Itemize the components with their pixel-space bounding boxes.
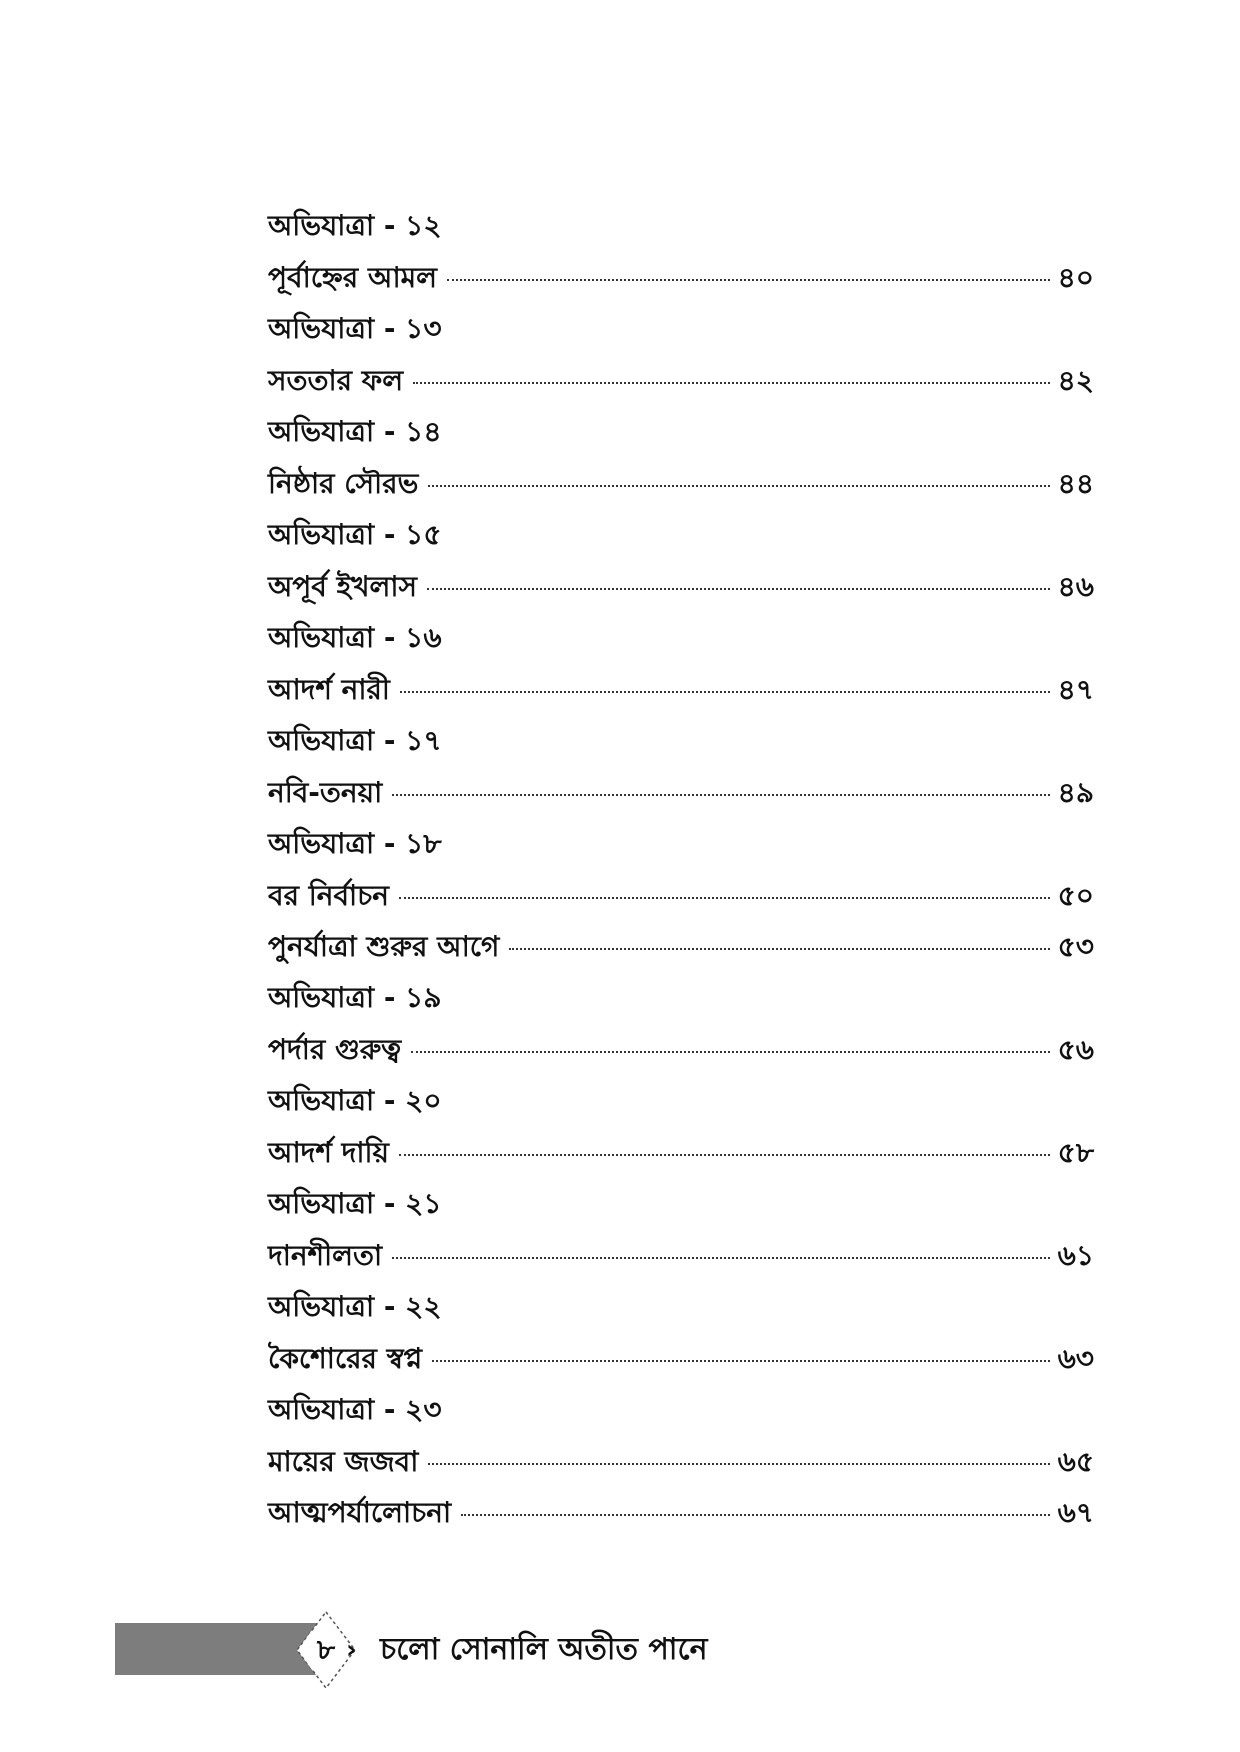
toc-section — [268, 1075, 1094, 1178]
toc-dot-leader — [428, 1463, 1050, 1465]
toc-section-heading: অভিযাত্রা - ১২ — [268, 209, 442, 242]
toc-entry[interactable] — [268, 1436, 1094, 1487]
toc-entry-page-number: ৪৭ — [1057, 673, 1094, 706]
toc-entry-title: পর্দার গুরুত্ব — [268, 1033, 402, 1066]
toc-dot-leader — [461, 1514, 1050, 1516]
toc-entry[interactable] — [268, 870, 1094, 921]
toc-section — [268, 715, 1094, 818]
toc-entry-page-number: ৬৫ — [1057, 1445, 1094, 1478]
toc-entry-title: কৈশোরের স্বপ্ন — [268, 1342, 423, 1375]
toc-entry-page-number: ৬৩ — [1057, 1342, 1094, 1375]
toc-entry-title: নিষ্ঠার সৌরভ — [268, 467, 419, 500]
footer-chevron-right-icon: › — [346, 1635, 357, 1665]
toc-section — [268, 1281, 1094, 1384]
toc-dot-leader — [411, 1051, 1050, 1053]
toc-section-heading: অভিযাত্রা - ১৬ — [268, 621, 442, 654]
toc-entry-title: দানশীলতা — [268, 1239, 383, 1272]
toc-section-heading: অভিযাত্রা - ১৪ — [268, 415, 442, 448]
toc-section — [268, 1178, 1094, 1281]
toc-section — [268, 818, 1094, 972]
footer-grey-band — [115, 1623, 325, 1675]
toc-dot-leader — [432, 1360, 1050, 1362]
toc-entry-title: পুনর্যাত্রা শুরুর আগে — [268, 930, 500, 963]
toc-section-heading: অভিযাত্রা - ২৩ — [268, 1393, 442, 1426]
toc-section-heading: অভিযাত্রা - ১৭ — [268, 724, 442, 757]
toc-section — [268, 200, 1094, 303]
toc-entry-title: আত্মপর্যালোচনা — [268, 1496, 452, 1529]
toc-dot-leader — [392, 1257, 1050, 1259]
toc-entry[interactable] — [268, 767, 1094, 818]
toc-dot-leader — [399, 897, 1050, 899]
toc-dot-leader — [428, 485, 1050, 487]
toc-section-heading: অভিযাত্রা - ১৮ — [268, 827, 442, 860]
toc-entry-page-number: ৪৯ — [1057, 776, 1094, 809]
toc-section — [268, 509, 1094, 612]
toc-entry[interactable] — [268, 1127, 1094, 1178]
toc-entry[interactable] — [268, 1487, 1094, 1538]
toc-entry-page-number: ৪৪ — [1057, 467, 1094, 500]
toc-dot-leader — [392, 794, 1050, 796]
toc-entry[interactable] — [268, 252, 1094, 303]
toc-entry-page-number: ৪৬ — [1057, 570, 1094, 603]
toc-section-heading: অভিযাত্রা - ২২ — [268, 1290, 442, 1323]
footer-page-number: ৮ — [316, 1633, 336, 1666]
toc-entry-title: নবি-তনয়া — [268, 776, 383, 809]
toc-entry-title: পূর্বাহ্নের আমল — [268, 261, 438, 294]
toc-section-heading: অভিযাত্রা - ১৯ — [268, 981, 442, 1014]
toc-entry-page-number: ৫০ — [1057, 879, 1094, 912]
toc-entry-title: অপূর্ব ইখলাস — [268, 570, 418, 603]
toc-entry-page-number: ৫৮ — [1057, 1136, 1094, 1169]
toc-section-heading: অভিযাত্রা - ২০ — [268, 1084, 442, 1117]
toc-entry[interactable] — [268, 561, 1094, 612]
toc-entry-page-number: ৪২ — [1057, 364, 1094, 397]
toc-section-heading: অভিযাত্রা - ২১ — [268, 1187, 442, 1220]
toc-entry[interactable] — [268, 1333, 1094, 1384]
toc-entry-page-number: ৪০ — [1057, 261, 1094, 294]
toc-entry-page-number: ৬১ — [1057, 1239, 1094, 1272]
toc-entry-title: আদর্শ নারী — [268, 673, 390, 706]
toc-section — [268, 406, 1094, 509]
toc-entry-page-number: ৬৭ — [1057, 1496, 1094, 1529]
page-footer — [0, 1600, 1240, 1690]
toc-dot-leader — [509, 948, 1050, 950]
toc-dot-leader — [447, 279, 1050, 281]
toc-entry[interactable] — [268, 1230, 1094, 1281]
toc-entry[interactable] — [268, 921, 1094, 972]
toc-entry[interactable] — [268, 355, 1094, 406]
toc-dot-leader — [400, 691, 1050, 693]
toc-entry-page-number: ৫৩ — [1057, 930, 1094, 963]
table-of-contents — [268, 200, 1094, 1538]
toc-entry-title: সততার ফল — [268, 364, 404, 397]
footer-book-title: চলো সোনালি অতীত পানে — [380, 1632, 708, 1667]
toc-section — [268, 612, 1094, 715]
toc-dot-leader — [413, 382, 1050, 384]
toc-section — [268, 972, 1094, 1075]
toc-section — [268, 1384, 1094, 1538]
toc-entry[interactable] — [268, 664, 1094, 715]
toc-dot-leader — [427, 588, 1050, 590]
toc-entry-title: মায়ের জজবা — [268, 1445, 419, 1478]
toc-section-heading: অভিযাত্রা - ১৩ — [268, 312, 442, 345]
toc-entry[interactable] — [268, 458, 1094, 509]
toc-dot-leader — [399, 1154, 1050, 1156]
toc-section — [268, 303, 1094, 406]
toc-entry[interactable] — [268, 1024, 1094, 1075]
toc-entry-title: আদর্শ দায়ি — [268, 1136, 390, 1169]
toc-section-heading: অভিযাত্রা - ১৫ — [268, 518, 442, 551]
toc-entry-title: বর নির্বাচন — [268, 879, 389, 912]
toc-entry-page-number: ৫৬ — [1057, 1033, 1094, 1066]
